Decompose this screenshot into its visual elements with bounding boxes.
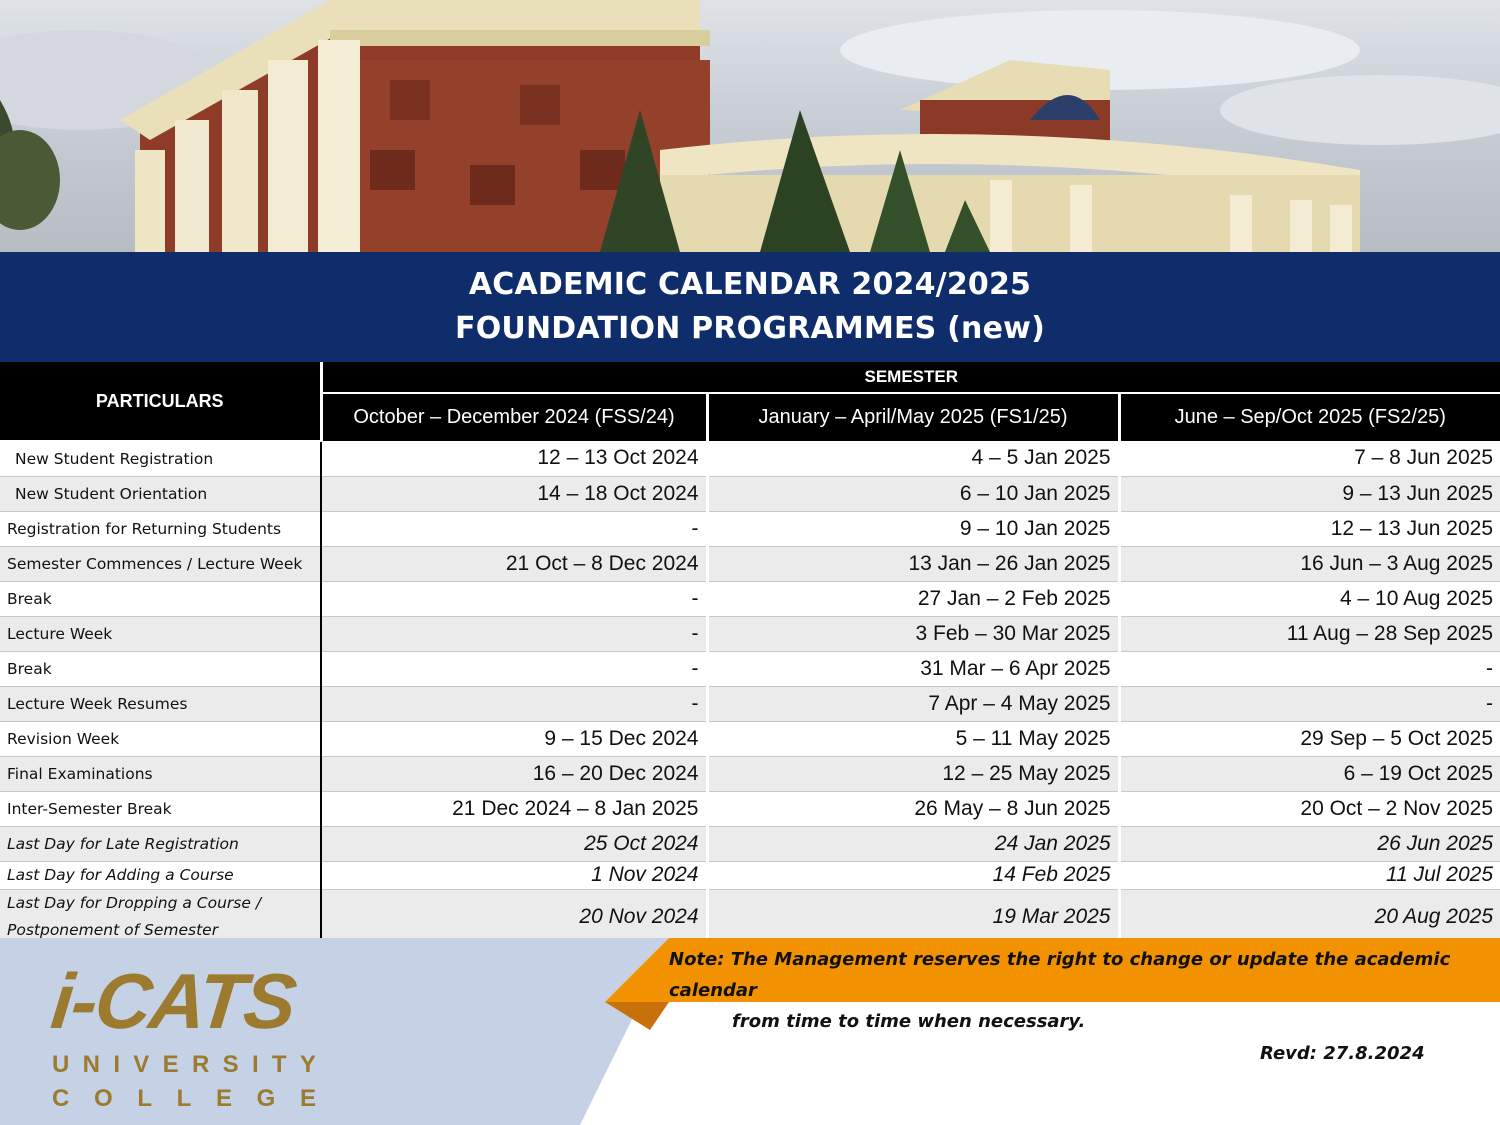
row-label: Lecture Week Resumes <box>0 686 321 721</box>
table-row <box>0 889 1500 945</box>
cell-value: 13 Jan – 26 Jan 2025 <box>707 546 1119 581</box>
cell-value: 20 Nov 2024 <box>321 889 707 945</box>
cell-value: 9 – 13 Jun 2025 <box>1119 476 1500 511</box>
cell-value: 11 Jul 2025 <box>1119 861 1500 889</box>
management-note <box>669 944 1499 1037</box>
cell-value: 20 Oct – 2 Nov 2025 <box>1119 791 1500 826</box>
cell-value: - <box>321 686 707 721</box>
table-row <box>0 826 1500 861</box>
cell-value: 27 Jan – 2 Feb 2025 <box>707 581 1119 616</box>
cell-value: 21 Oct – 8 Dec 2024 <box>321 546 707 581</box>
logo-university-line: U N I V E R S I T Y <box>52 1051 316 1078</box>
cell-value: 16 Jun – 3 Aug 2025 <box>1119 546 1500 581</box>
cell-value: 4 – 5 Jan 2025 <box>707 441 1119 476</box>
cell-value: 26 May – 8 Jun 2025 <box>707 791 1119 826</box>
row-label: Last Day for Dropping a Course / Postponement of Semester <box>0 889 321 945</box>
table-row <box>0 861 1500 889</box>
cell-value: 14 Feb 2025 <box>707 861 1119 889</box>
table-row <box>0 686 1500 721</box>
cell-value: 9 – 10 Jan 2025 <box>707 511 1119 546</box>
table-row <box>0 511 1500 546</box>
cell-value: 29 Sep – 5 Oct 2025 <box>1119 721 1500 756</box>
table-row <box>0 581 1500 616</box>
cell-value: 19 Mar 2025 <box>707 889 1119 945</box>
cell-value: 1 Nov 2024 <box>321 861 707 889</box>
row-label: Registration for Returning Students <box>0 511 321 546</box>
row-label: Last Day for Late Registration <box>0 826 321 861</box>
page-subtitle: FOUNDATION PROGRAMMES (new) <box>455 311 1045 346</box>
cell-value: 11 Aug – 28 Sep 2025 <box>1119 616 1500 651</box>
cell-value: 14 – 18 Oct 2024 <box>321 476 707 511</box>
cell-value: 26 Jun 2025 <box>1119 826 1500 861</box>
table-row <box>0 476 1500 511</box>
row-label: New Student Orientation <box>0 476 321 511</box>
logo-college-line: C O L L E G E <box>52 1085 316 1112</box>
title-band <box>0 252 1500 362</box>
table-row <box>0 441 1500 476</box>
cell-value: 3 Feb – 30 Mar 2025 <box>707 616 1119 651</box>
row-label: Lecture Week <box>0 616 321 651</box>
logo-wordmark: i-CATS <box>47 957 299 1045</box>
table-row <box>0 546 1500 581</box>
period-header-fs125: January – April/May 2025 (FS1/25) <box>707 393 1119 441</box>
row-label: Semester Commences / Lecture Week <box>0 546 321 581</box>
cell-value: - <box>321 616 707 651</box>
note-line-2: from time to time when necessary. <box>732 1011 1086 1032</box>
cell-value: - <box>321 511 707 546</box>
cell-value: 25 Oct 2024 <box>321 826 707 861</box>
cell-value: 6 – 19 Oct 2025 <box>1119 756 1500 791</box>
cell-value: 20 Aug 2025 <box>1119 889 1500 945</box>
cell-value: - <box>1119 651 1500 686</box>
period-header-fss24: October – December 2024 (FSS/24) <box>321 393 707 441</box>
campus-building-photo <box>0 0 1500 252</box>
cell-value: 12 – 13 Oct 2024 <box>321 441 707 476</box>
cell-value: 24 Jan 2025 <box>707 826 1119 861</box>
cell-value: 16 – 20 Dec 2024 <box>321 756 707 791</box>
cell-value: - <box>321 581 707 616</box>
cell-value: 7 Apr – 4 May 2025 <box>707 686 1119 721</box>
row-label: Break <box>0 581 321 616</box>
row-label: Break <box>0 651 321 686</box>
cell-value: - <box>321 651 707 686</box>
table-row <box>0 756 1500 791</box>
cell-value: 7 – 8 Jun 2025 <box>1119 441 1500 476</box>
row-label: Revision Week <box>0 721 321 756</box>
page-title: ACADEMIC CALENDAR 2024/2025 <box>468 267 1032 302</box>
building-illustration <box>0 0 1500 252</box>
cell-value: - <box>1119 686 1500 721</box>
note-line-1: Note: The Management reserves the right to change or update the academic calendar <box>669 949 1451 1001</box>
row-label: New Student Registration <box>0 441 321 476</box>
row-label: Last Day for Adding a Course <box>0 861 321 889</box>
table-row <box>0 651 1500 686</box>
cell-value: 9 – 15 Dec 2024 <box>321 721 707 756</box>
revision-date: Revd: 27.8.2024 <box>1260 1043 1425 1064</box>
row-label: Inter-Semester Break <box>0 791 321 826</box>
particulars-header: PARTICULARS <box>0 362 321 441</box>
cell-value: 12 – 13 Jun 2025 <box>1119 511 1500 546</box>
cell-value: 5 – 11 May 2025 <box>707 721 1119 756</box>
cell-value: 31 Mar – 6 Apr 2025 <box>707 651 1119 686</box>
table-row <box>0 721 1500 756</box>
academic-calendar-table <box>0 362 1500 946</box>
icats-logo <box>47 955 322 1115</box>
cell-value: 6 – 10 Jan 2025 <box>707 476 1119 511</box>
cell-value: 4 – 10 Aug 2025 <box>1119 581 1500 616</box>
row-label: Final Examinations <box>0 756 321 791</box>
period-header-fs225: June – Sep/Oct 2025 (FS2/25) <box>1119 393 1500 441</box>
table-row <box>0 791 1500 826</box>
table-row <box>0 616 1500 651</box>
cell-value: 12 – 25 May 2025 <box>707 756 1119 791</box>
semester-header: SEMESTER <box>321 362 1500 393</box>
cell-value: 21 Dec 2024 – 8 Jan 2025 <box>321 791 707 826</box>
